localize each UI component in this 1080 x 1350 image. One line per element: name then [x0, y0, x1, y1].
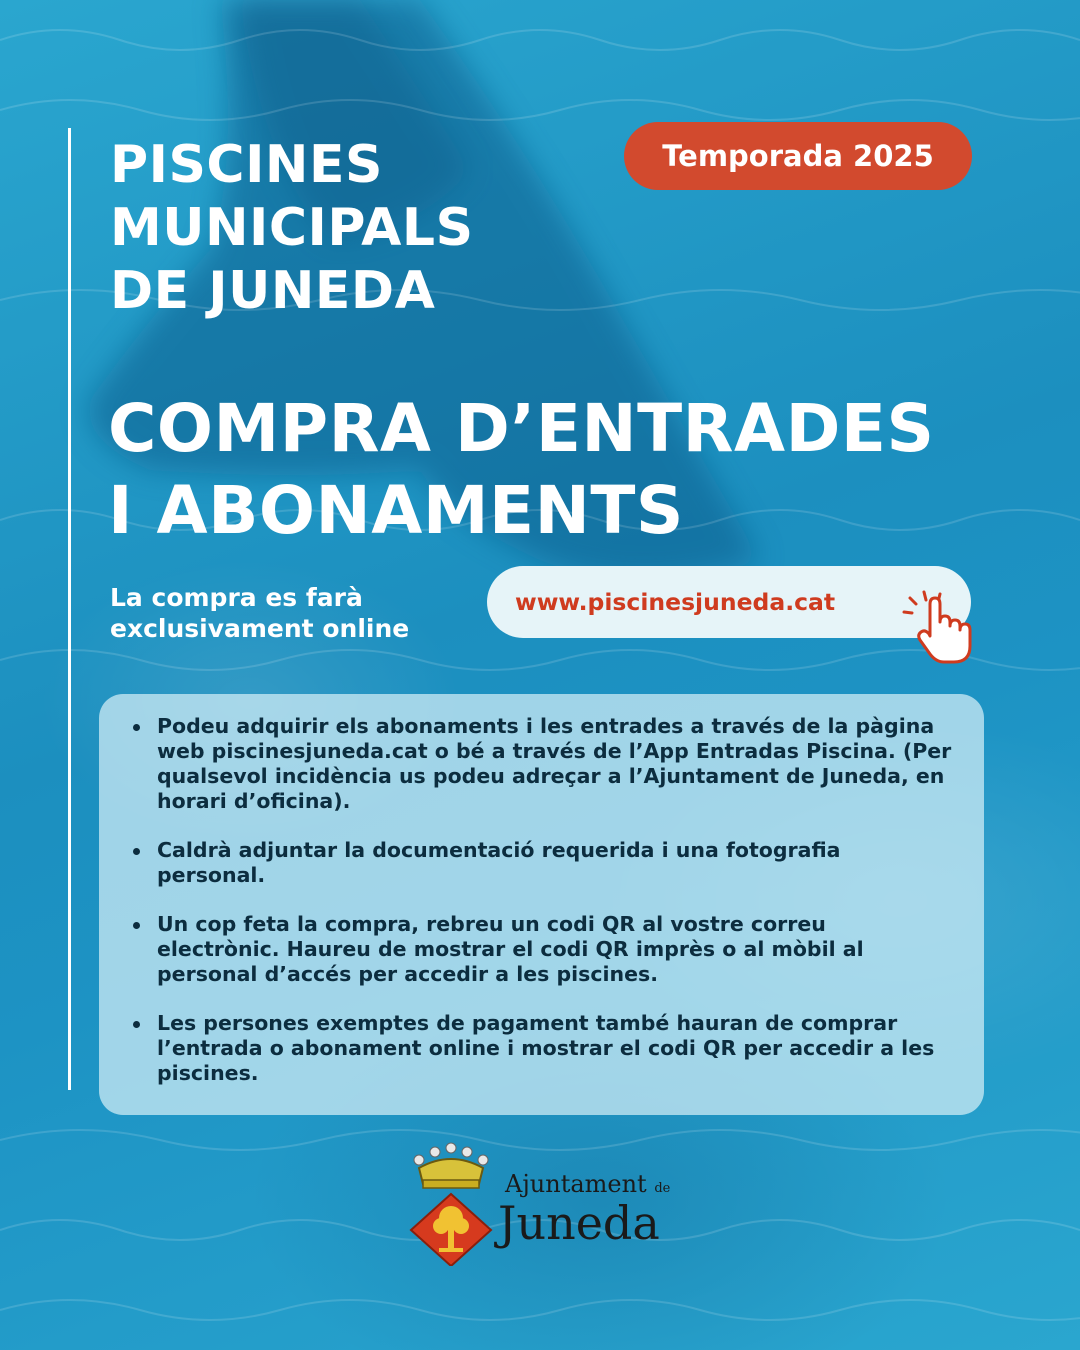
page-title	[110, 134, 474, 323]
title-line: MUNICIPALS	[110, 198, 474, 258]
list-item	[157, 1011, 954, 1086]
note-line: La compra es farà	[110, 583, 363, 612]
vertical-accent-line	[68, 128, 71, 1090]
online-only-note	[110, 582, 409, 644]
info-panel	[99, 694, 984, 1115]
headline-line: COMPRA D’ENTRADES	[108, 390, 935, 467]
bullet-icon	[133, 922, 140, 929]
title-line: DE JUNEDA	[110, 261, 436, 321]
municipality-name: Juneda	[498, 1196, 660, 1250]
website-link-button[interactable]	[487, 566, 971, 638]
list-item-text: Podeu adquirir els abonaments i les entrades a través de la pàgina web piscinesjuneda.cat o bé a través de l’App Entradas Piscina. (Per qualsevol incidència us podeu adreçar a l’Ajuntament de Juneda, en horari d’oficina).	[157, 714, 952, 813]
list-item	[157, 838, 954, 888]
list-item	[157, 714, 954, 814]
list-item-text: Un cop feta la compra, rebreu un codi QR al vostre correu electrònic. Haureu de mostrar el codi QR imprès o al mòbil al personal d’accés per accedir a les piscines.	[157, 912, 864, 986]
bullet-icon	[133, 724, 140, 731]
season-badge: Temporada 2025	[624, 122, 972, 190]
headline-line: I ABONAMENTS	[108, 472, 684, 549]
click-hand-icon	[902, 588, 984, 666]
brand-top-small: de	[654, 1181, 671, 1196]
municipal-crest-icon	[405, 1138, 497, 1266]
list-item-text: Les persones exemptes de pagament també hauran de comprar l’entrada o abonament online i mostrar el codi QR per accedir a les piscines.	[157, 1011, 935, 1085]
bullet-icon	[133, 848, 140, 855]
list-item-text: Caldrà adjuntar la documentació requerida i una fotografia personal.	[157, 838, 841, 887]
headline	[108, 388, 934, 552]
info-list	[99, 694, 984, 1086]
bullet-icon	[133, 1021, 140, 1028]
municipality-label	[505, 1170, 670, 1198]
list-item	[157, 912, 954, 987]
note-line: exclusivament online	[110, 614, 410, 643]
website-url[interactable]: www.piscinesjuneda.cat	[515, 588, 836, 616]
title-line: PISCINES	[110, 135, 383, 195]
brand-top-text: Ajuntament	[505, 1170, 647, 1198]
